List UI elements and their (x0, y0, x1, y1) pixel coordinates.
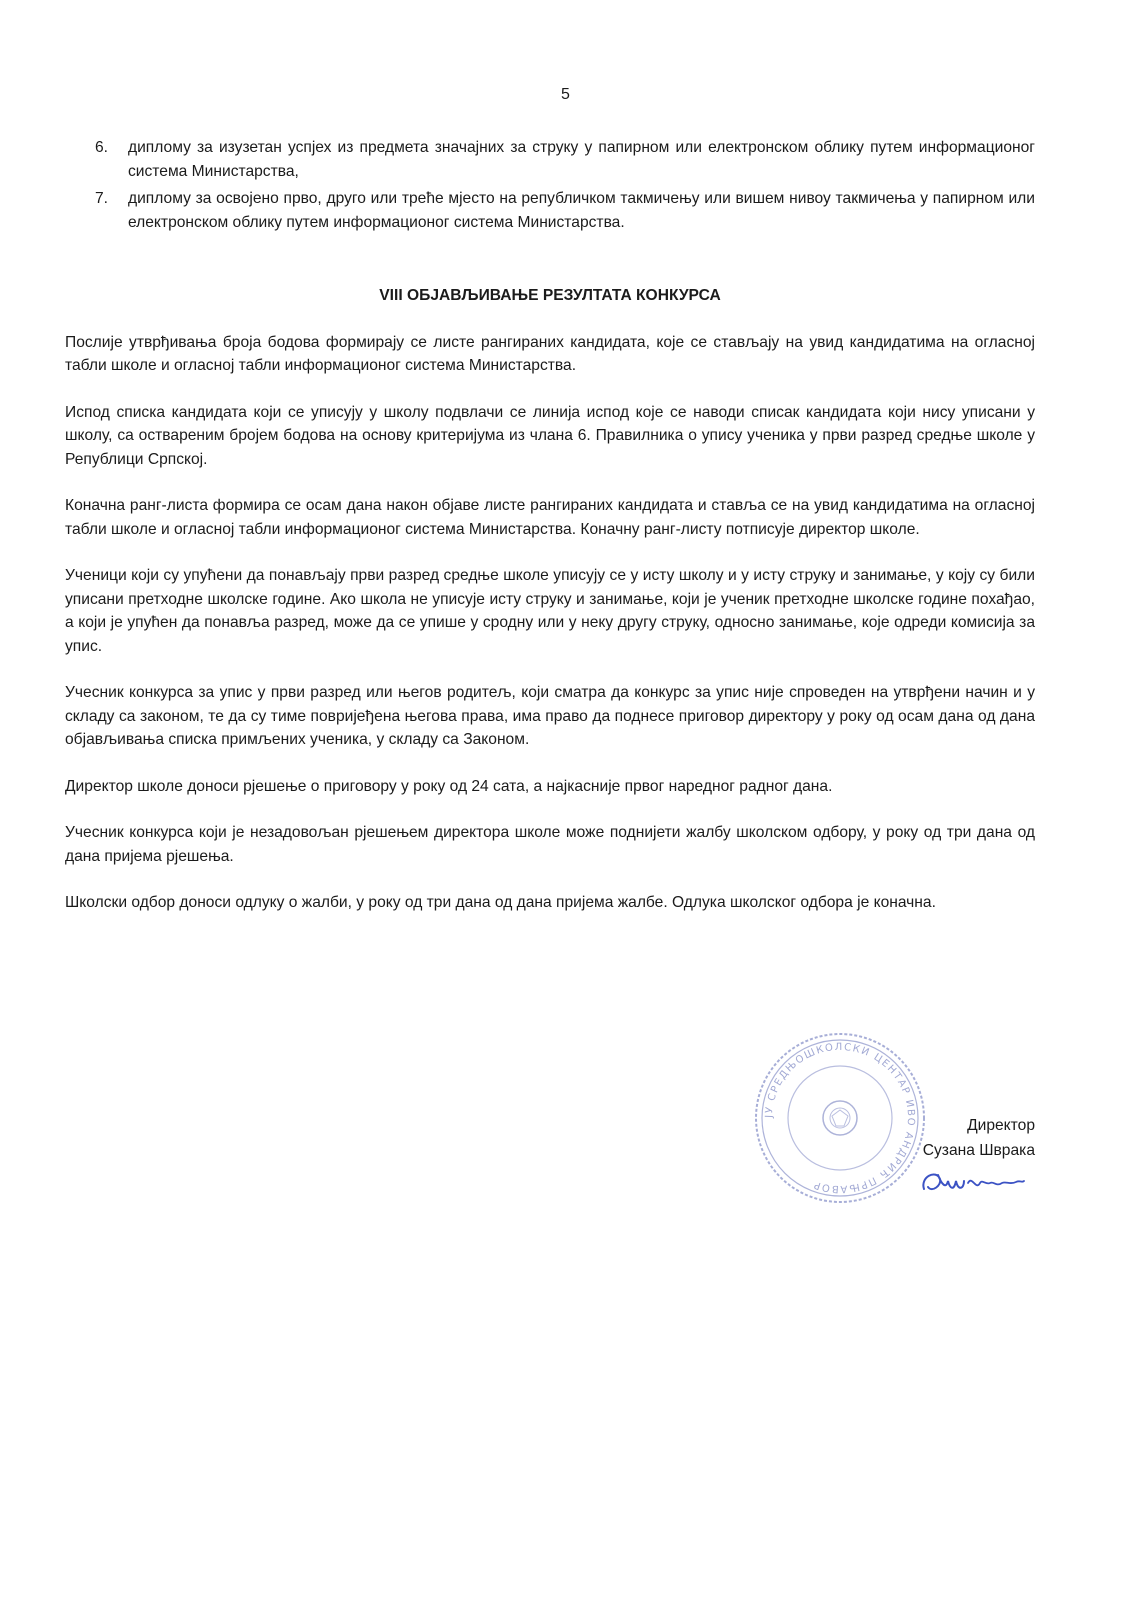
list-item-text: диплому за освојено прво, друго или треће мјесто на републичком такмичењу или вишем нивоу такмичења у папирном или електронском облику путем информационог система Министарства. (128, 190, 1035, 231)
paragraph: Директор школе доноси рјешење о приговору у року од 24 сата, а најкасније првог наредног радног дана. (65, 777, 833, 795)
document-body (65, 136, 1035, 938)
paragraph: Испод списка кандидата који се уписују у школу подвлачи се линија испод које се наводи списак кандидата који нису уписани у школу, са оствареним бројем бодова на основу критеријума из члана 6. Правилника о упису ученика у први разред средње школе у Републици Српској. (65, 403, 1035, 468)
section-heading: VIII ОБЈАВЉИВАЊЕ РЕЗУЛТАТА КОНКУРСА (379, 287, 721, 304)
paragraph: Учесник конкурса за упис у први разред или његов родитељ, који сматра да конкурс за упис није спроведен на утврђени начин и у складу са законом, те да су тиме повријеђена његова права, има право да поднесе приговор директору у року од осам дана од дана објављивања списка примљених ученика, у складу са Законом. (65, 684, 1035, 748)
criteria-list (65, 136, 1035, 234)
paragraph: Послије утврђивања броја бодова формирају се листе рангираних кандидата, које се стављају на увид кандидатима на огласној табли школе и огласној табли информационог система Министарства. (65, 333, 1035, 374)
seal-text: ЈУ СРЕДЊОШКОЛСКИ ЦЕНТАР ИВО АНДРИЋ ПРЊАВОР (763, 1041, 917, 1195)
paragraph: Ученици који су упућени да понављају први разред средње школе уписују се у исту школу и у исту струку и занимање, у коју су били уписани претходне школске године. Ако школа не уписује исту струку и занимање, који је ученик претходне школске године похађао, а који је упућен да понавља разред, може да се упише у сродну или у неку другу струку, односно занимање, које одреди комисија за упис. (65, 567, 1035, 655)
handwritten-signature (918, 1163, 1028, 1201)
list-item-number: 7. (95, 190, 109, 207)
list-item-number: 6. (95, 139, 109, 156)
signatory-title: Директор (967, 1117, 1035, 1134)
list-item-text: диплому за изузетан успјех из предмета значајних за струку у папирном или електронском облику путем информационог система Министарства, (128, 139, 1035, 180)
paragraph: Коначна ранг-листа формира се осам дана након објаве листе рангираних кандидата и ставља се на увид кандидатима на огласној табли школе и огласној табли информационог система Министарства. Коначну ранг-листу потписује директор школе. (65, 497, 1035, 538)
page-number: 5 (561, 86, 570, 103)
list-item (65, 187, 1035, 234)
list-item (65, 136, 1035, 183)
signature-block (890, 1113, 1035, 1163)
signatory-name: Сузана Шврака (922, 1142, 1035, 1159)
paragraph: Школски одбор доноси одлуку о жалби, у року од три дана од дана пријема жалбе. Одлука школског одбора је коначна. (65, 894, 936, 911)
paragraph: Учесник конкурса који је незадовољан рјешењем директора школе може поднијети жалбу школском одбору, у року од три дана од дана пријема рјешења. (65, 824, 1035, 865)
